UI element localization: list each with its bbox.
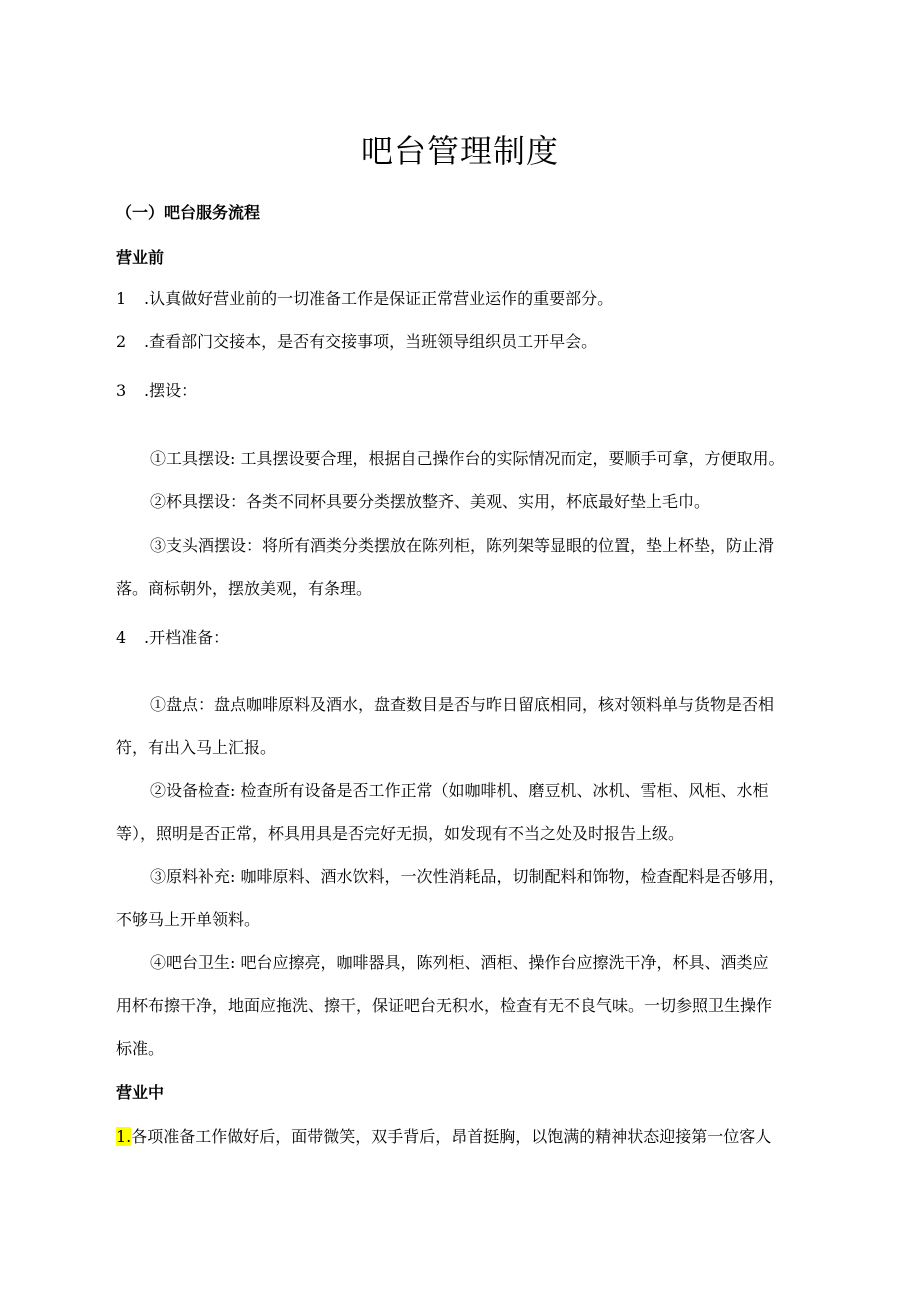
paragraph-line: ②设备检查: 检查所有设备是否工作正常（如咖啡机、磨豆机、冰机、雪柜、风柜、水柜 [150,781,769,800]
page-title: 吧台管理制度 [360,132,559,170]
paragraph-line: 不够马上开单领料。 [116,910,261,929]
paragraph-line: ②杯具摆设：各类不同杯具要分类摆放整齐、美观、实用，杯底最好垫上毛巾。 [150,492,711,511]
list-item: 1 .认真做好营业前的一切准备工作是保证正常营业运作的重要部分。 [116,289,614,308]
paragraph-line: ①工具摆设: 工具摆设要合理，根据自己操作台的实际情况而定，要顺手可拿，方便取用。 [150,449,785,468]
paragraph-line: ③原料补充: 咖啡原料、酒水饮料，一次性消耗品，切制配料和饰物，检查配料是否够用， [150,867,785,886]
subheading-during-business: 营业中 [116,1083,165,1102]
paragraph-line: 符，有出入马上汇报。 [116,738,277,757]
paragraph-line: 等），照明是否正常，杯具用具是否完好无损，如发现有不当之处及时报告上级。 [116,824,685,843]
list-item: 2 .查看部门交接本，是否有交接事项，当班领导组织员工开早会。 [116,332,598,351]
paragraph-line: 标准。 [116,1039,165,1058]
section-heading: （一）吧台服务流程 [116,203,261,222]
paragraph-line: ③支头酒摆设：将所有酒类分类摆放在陈列柜，陈列架等显眼的位置，垫上杯垫，防止滑 [150,536,775,555]
highlighted-number: 1. [116,1127,132,1146]
paragraph-line: 落。商标朝外，摆放美观，有条理。 [116,579,373,598]
paragraph-line: ④吧台卫生: 吧台应擦亮，咖啡器具，陈列柜、酒柜、操作台应擦洗干净，杯具、酒类应 [150,953,769,972]
list-item: 3 .摆设： [116,381,198,400]
paragraph-line: 用杯布擦干净，地面应拖洗、擦干，保证吧台无积水，检查有无不良气味。一切参照卫生操作 [116,996,773,1015]
list-item: 4 .开档准备： [116,628,230,647]
paragraph-line: ①盘点：盘点咖啡原料及酒水，盘查数目是否与昨日留底相同，核对领料单与货物是否相 [150,695,775,714]
list-item: 1.各项准备工作做好后，面带微笑，双手背后，昂首挺胸，以饱满的精神状态迎接第一位客人 [116,1127,772,1146]
subheading-before-business: 营业前 [116,248,165,267]
